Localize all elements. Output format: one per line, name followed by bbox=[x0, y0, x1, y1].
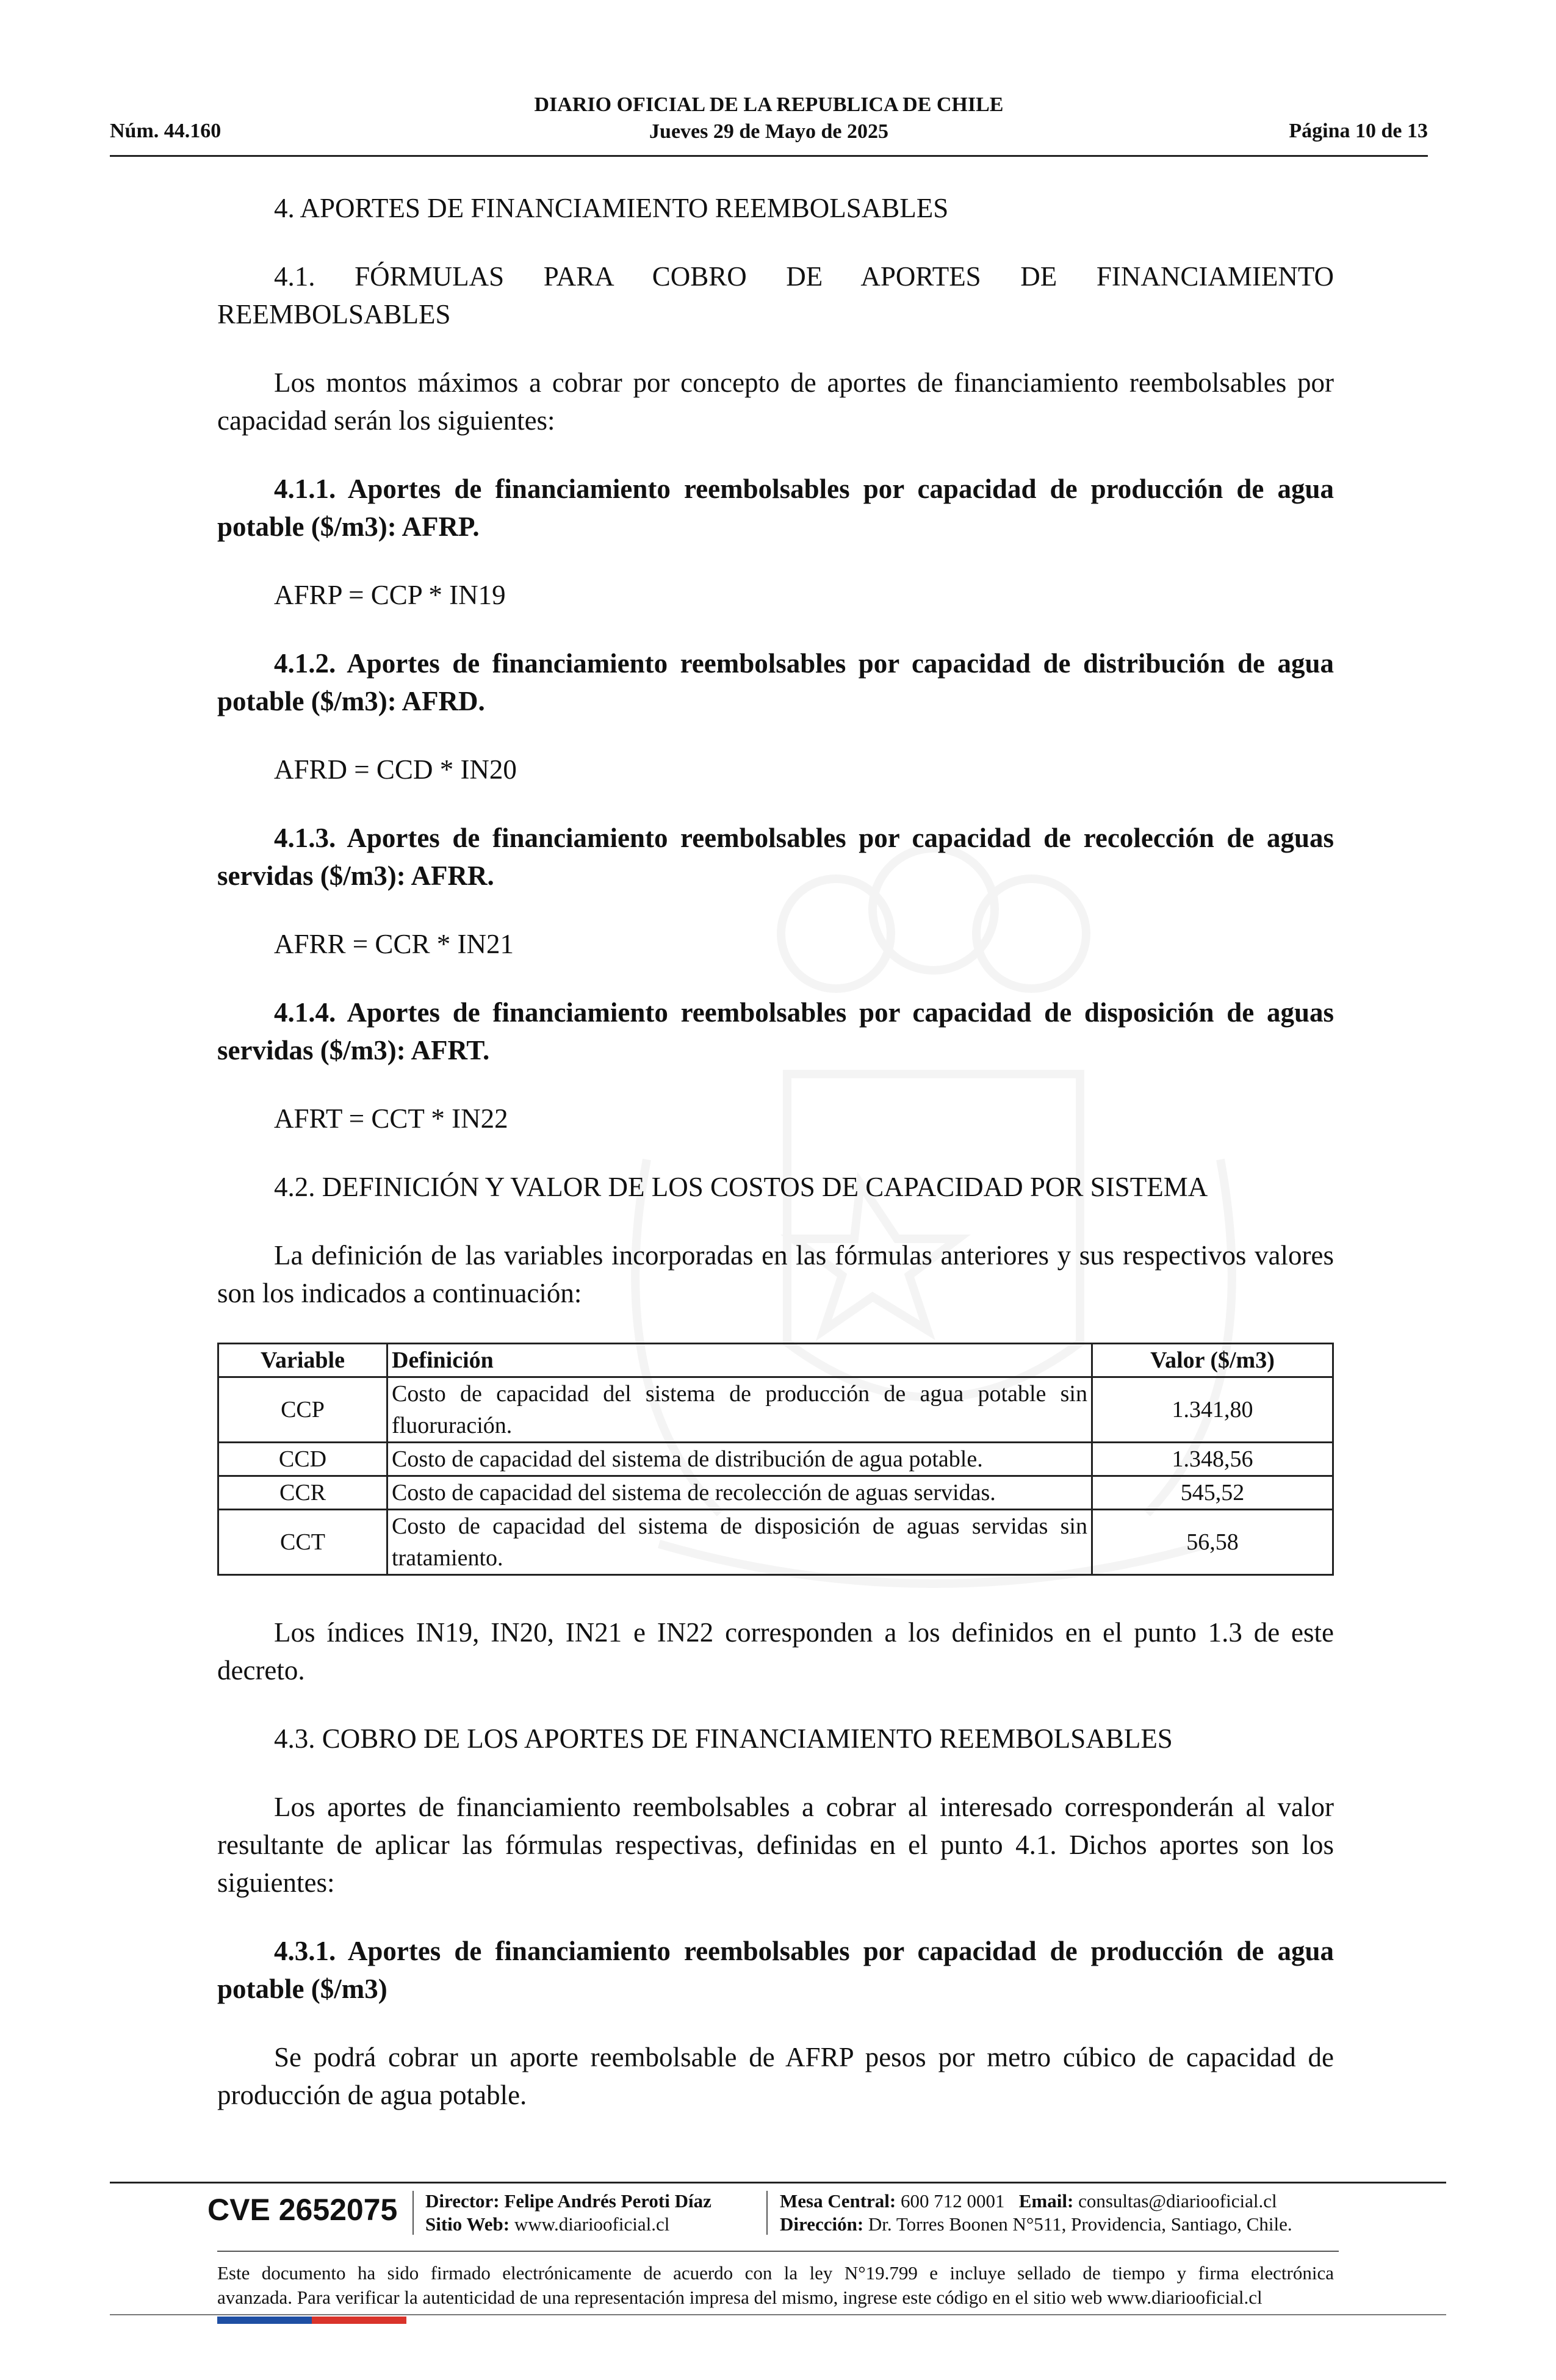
site-label: Sitio Web: bbox=[425, 2213, 510, 2235]
subsection-4-1-4-title: 4.1.4. Aportes de financiamiento reembolsables por capacidad de disposición de aguas servidas ($/m3): AFRT. bbox=[217, 997, 1334, 1066]
footer-divider bbox=[110, 2182, 1446, 2183]
cell-definicion: Costo de capacidad del sistema de disposición de aguas servidas sin tratamiento. bbox=[387, 1510, 1092, 1575]
footer-contact-block bbox=[780, 2190, 1292, 2236]
email-label: Email: bbox=[1018, 2190, 1074, 2212]
table-row bbox=[218, 1443, 1333, 1476]
section-4-3-title: 4.3. COBRO DE LOS APORTES DE FINANCIAMIENTO REEMBOLSABLES bbox=[274, 1723, 1173, 1754]
section-4-2-intro: La definición de las variables incorporadas en las fórmulas anteriores y sus respectivos valores son los indicados a continuación: bbox=[217, 1240, 1334, 1308]
legal-notice bbox=[217, 2261, 1334, 2310]
formula-afrd: AFRD = CCD * IN20 bbox=[274, 754, 517, 785]
subsection-4-1-2-title: 4.1.2. Aportes de financiamiento reembolsables por capacidad de distribución de agua potable ($/m3): AFRD. bbox=[217, 648, 1334, 716]
formula-afrt: AFRT = CCT * IN22 bbox=[274, 1103, 508, 1134]
legal-line-1: Este documento ha sido firmado electrónicamente de acuerdo con la ley N°19.799 e incluye sellado de tiempo y firma electrónica bbox=[217, 2262, 1334, 2284]
indices-note: Los índices IN19, IN20, IN21 e IN22 corresponden a los definidos en el punto 1.3 de este decreto. bbox=[217, 1617, 1334, 1686]
footer-divider-2 bbox=[217, 2251, 1339, 2252]
cve-code: CVE 2652075 bbox=[207, 2193, 398, 2227]
table-row bbox=[218, 1476, 1333, 1510]
flag-stripe-red bbox=[312, 2317, 406, 2324]
cell-variable: CCD bbox=[218, 1443, 387, 1476]
section-4-title: 4. APORTES DE FINANCIAMIENTO REEMBOLSABLES bbox=[274, 193, 949, 223]
subsection-4-3-1-text: Se podrá cobrar un aporte reembolsable de AFRP pesos por metro cúbico de capacidad de producción de agua potable. bbox=[217, 2042, 1334, 2110]
section-4-1-title bbox=[217, 258, 1334, 333]
issue-number: Núm. 44.160 bbox=[110, 120, 222, 142]
section-4-3-intro: Los aportes de financiamiento reembolsables a cobrar al interesado corresponderán al valor resultante de aplicar las fórmulas respectivas, definidas en el punto 4.1. Dichos aportes son los siguientes: bbox=[217, 1792, 1334, 1898]
mesa-label: Mesa Central: bbox=[780, 2190, 896, 2212]
direccion-label: Dirección: bbox=[780, 2213, 864, 2235]
header-divider bbox=[110, 155, 1428, 157]
publication-title: DIARIO OFICIAL DE LA REPUBLICA DE CHILE bbox=[534, 93, 1004, 116]
table-row bbox=[218, 1377, 1333, 1443]
section-4-1-line1: 4.1. FÓRMULAS PARA COBRO DE APORTES DE FINANCIAMIENTO bbox=[274, 261, 1334, 292]
page-header bbox=[110, 92, 1428, 153]
capacity-costs-table bbox=[217, 1343, 1334, 1576]
cell-valor: 56,58 bbox=[1092, 1510, 1333, 1575]
flag-stripe-blue bbox=[217, 2317, 312, 2324]
footer-separator bbox=[766, 2191, 768, 2235]
cell-definicion: Costo de capacidad del sistema de distribución de agua potable. bbox=[387, 1443, 1092, 1476]
cell-valor: 1.341,80 bbox=[1092, 1377, 1333, 1443]
mesa-phone: 600 712 0001 bbox=[901, 2190, 1005, 2212]
column-header-variable: Variable bbox=[218, 1344, 387, 1377]
cell-variable: CCP bbox=[218, 1377, 387, 1443]
subsection-4-1-3-title: 4.1.3. Aportes de financiamiento reembolsables por capacidad de recolección de aguas servidas ($/m3): AFRR. bbox=[217, 823, 1334, 891]
table-row bbox=[218, 1510, 1333, 1575]
subsection-4-3-1-title: 4.3.1. Aportes de financiamiento reembolsables por capacidad de producción de agua potable ($/m3) bbox=[217, 1936, 1334, 2004]
cell-variable: CCR bbox=[218, 1476, 387, 1510]
document-body bbox=[217, 189, 1334, 2144]
publication-date: Jueves 29 de Mayo de 2025 bbox=[649, 120, 888, 143]
bottom-divider bbox=[110, 2314, 1446, 2315]
section-4-2-title: 4.2. DEFINICIÓN Y VALOR DE LOS COSTOS DE CAPACIDAD POR SISTEMA bbox=[274, 1172, 1208, 1202]
section-4-1-line2: REEMBOLSABLES bbox=[217, 299, 451, 330]
cell-variable: CCT bbox=[218, 1510, 387, 1575]
page-number: Página 10 de 13 bbox=[1289, 120, 1428, 142]
footer-separator bbox=[412, 2191, 414, 2235]
cell-valor: 1.348,56 bbox=[1092, 1443, 1333, 1476]
section-4-1-intro: Los montos máximos a cobrar por concepto de aportes de financiamiento reembolsables por capacidad serán los siguientes: bbox=[217, 367, 1334, 436]
director-name: Felipe Andrés Peroti Díaz bbox=[504, 2190, 711, 2212]
column-header-definicion: Definición bbox=[387, 1344, 1092, 1377]
column-header-valor: Valor ($/m3) bbox=[1092, 1344, 1333, 1377]
cell-valor: 545,52 bbox=[1092, 1476, 1333, 1510]
formula-afrp: AFRP = CCP * IN19 bbox=[274, 580, 506, 610]
email-link[interactable]: consultas@diariooficial.cl bbox=[1078, 2190, 1277, 2212]
director-label: Director: bbox=[425, 2190, 500, 2212]
header-center bbox=[110, 92, 1428, 145]
cell-definicion: Costo de capacidad del sistema de recolección de aguas servidas. bbox=[387, 1476, 1092, 1510]
cell-definicion: Costo de capacidad del sistema de producción de agua potable sin fluoruración. bbox=[387, 1377, 1092, 1443]
subsection-4-1-1-title: 4.1.1. Aportes de financiamiento reembolsables por capacidad de producción de agua potable ($/m3): AFRP. bbox=[217, 474, 1334, 542]
site-link[interactable]: www.diariooficial.cl bbox=[514, 2213, 670, 2235]
formula-afrr: AFRR = CCR * IN21 bbox=[274, 929, 514, 959]
legal-line-2: avanzada. Para verificar la autenticidad de una representación impresa del mismo, ingrese este código en el sitio web www.diariooficial.cl bbox=[217, 2287, 1262, 2308]
footer-director-block bbox=[425, 2190, 711, 2236]
table-header-row bbox=[218, 1344, 1333, 1377]
direccion-value: Dr. Torres Boonen N°511, Providencia, Santiago, Chile. bbox=[868, 2213, 1292, 2235]
